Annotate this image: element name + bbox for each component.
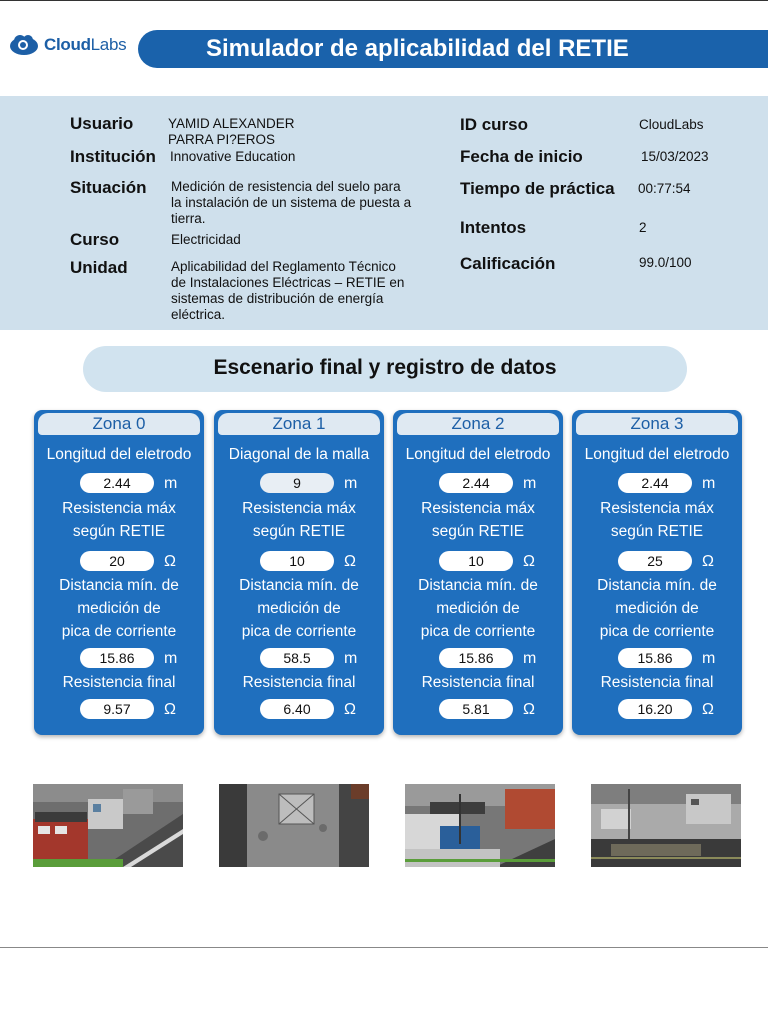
- fecha-inicio-value: 15/03/2023: [641, 149, 709, 164]
- zone-unit-length: m: [702, 475, 716, 492]
- page-title: Simulador de aplicabilidad del RETIE: [206, 35, 629, 62]
- unidad-value-line4: eléctrica.: [171, 307, 226, 322]
- zone-title: Zona 1: [218, 413, 380, 435]
- zone-title: Zona 3: [576, 413, 738, 435]
- situacion-label: Situación: [70, 178, 147, 197]
- zone-label-maxres-2: según RETIE: [252, 523, 346, 540]
- intentos-label: Intentos: [460, 218, 527, 237]
- institucion-value: Innovative Education: [170, 149, 296, 164]
- zone-2-scene-image: [405, 784, 555, 867]
- zone-label-maxres-2: según RETIE: [610, 523, 704, 540]
- zone-0-scene-image: [33, 784, 183, 867]
- zone-unit-final: Ω: [164, 701, 176, 718]
- zone-unit-dist: m: [523, 650, 537, 667]
- zone-label-dist-1: Distancia mín. de: [418, 577, 538, 594]
- zone-label-maxres-1: Resistencia máx: [62, 500, 176, 517]
- zone-unit-maxres: Ω: [523, 553, 535, 570]
- zone-value-final: 5.81: [439, 699, 513, 719]
- zone-label-dist-3: pica de corriente: [241, 623, 357, 640]
- zone-unit-final: Ω: [344, 701, 356, 718]
- zone-1-scene-image: [219, 784, 369, 867]
- zone-unit-final: Ω: [702, 701, 714, 718]
- zone-label-dist-2: medición de: [257, 600, 341, 617]
- section-title: Escenario final y registro de datos: [213, 356, 557, 379]
- zone-value-final: 9.57: [80, 699, 154, 719]
- zone-title: Zona 0: [38, 413, 200, 435]
- zone-label-maxres-1: Resistencia máx: [600, 500, 714, 517]
- zone-unit-final: Ω: [523, 701, 535, 718]
- section-header: [83, 346, 687, 392]
- zone-label-dist-3: pica de corriente: [61, 623, 177, 640]
- zone-label-length: Diagonal de la malla: [228, 446, 370, 463]
- zone-value-maxres: 10: [260, 551, 334, 571]
- zone-label-final: Resistencia final: [242, 674, 356, 691]
- zone-unit-length: m: [523, 475, 537, 492]
- zone-value-final: 16.20: [618, 699, 692, 719]
- curso-value: Electricidad: [171, 232, 241, 247]
- zone-label-final: Resistencia final: [421, 674, 535, 691]
- zone-label-dist-1: Distancia mín. de: [239, 577, 359, 594]
- zone-label-length: Longitud del eletrodo: [405, 446, 551, 463]
- curso-label: Curso: [70, 230, 120, 249]
- zone-label-maxres-1: Resistencia máx: [421, 500, 535, 517]
- usuario-value-line2: PARRA PI?EROS: [168, 132, 276, 147]
- zone-card-2: [393, 410, 563, 735]
- zone-value-length: 9: [260, 473, 334, 493]
- footer-divider: [0, 947, 768, 948]
- intentos-value: 2: [639, 220, 647, 235]
- zone-label-dist-2: medición de: [77, 600, 161, 617]
- zone-unit-maxres: Ω: [164, 553, 176, 570]
- situacion-value-line1: Medición de resistencia del suelo para: [171, 179, 401, 194]
- zone-unit-dist: m: [344, 650, 358, 667]
- course-info-panel: [0, 96, 768, 330]
- zone-value-maxres: 25: [618, 551, 692, 571]
- logo-text-light: Labs: [90, 35, 127, 54]
- zone-3-scene-image: [591, 784, 741, 867]
- zone-value-dist: 15.86: [80, 648, 154, 668]
- unidad-value-line1: Aplicabilidad del Reglamento Técnico: [171, 259, 396, 274]
- zone-label-maxres-2: según RETIE: [431, 523, 525, 540]
- zone-unit-dist: m: [702, 650, 716, 667]
- zone-label-dist-1: Distancia mín. de: [597, 577, 717, 594]
- unidad-value-line2: de Instalaciones Eléctricas – RETIE en: [171, 275, 405, 290]
- zone-unit-maxres: Ω: [344, 553, 356, 570]
- zone-card-1: [214, 410, 384, 735]
- unidad-label: Unidad: [70, 258, 128, 277]
- zone-value-maxres: 10: [439, 551, 513, 571]
- zone-label-maxres-2: según RETIE: [72, 523, 166, 540]
- zone-unit-length: m: [164, 475, 178, 492]
- id-curso-value: CloudLabs: [639, 117, 704, 132]
- zone-label-maxres-1: Resistencia máx: [242, 500, 356, 517]
- situacion-value-line3: tierra.: [171, 211, 206, 226]
- usuario-value-line1: YAMID ALEXANDER: [168, 116, 295, 131]
- zone-value-dist: 58.5: [260, 648, 334, 668]
- usuario-label: Usuario: [70, 114, 134, 133]
- situacion-value-line2: la instalación de un sistema de puesta a: [171, 195, 412, 210]
- cloudlabs-logo: [8, 32, 130, 60]
- zone-unit-maxres: Ω: [702, 553, 714, 570]
- cloud-icon: [8, 32, 40, 58]
- zone-value-length: 2.44: [80, 473, 154, 493]
- unidad-value-line3: sistemas de distribución de energía: [171, 291, 384, 306]
- fecha-inicio-label: Fecha de inicio: [460, 147, 583, 166]
- zone-card-0: [34, 410, 204, 735]
- calificacion-label: Calificación: [460, 254, 556, 273]
- zone-label-dist-3: pica de corriente: [599, 623, 715, 640]
- zone-label-length: Longitud del eletrodo: [584, 446, 730, 463]
- zone-label-dist-1: Distancia mín. de: [59, 577, 179, 594]
- tiempo-practica-label: Tiempo de práctica: [460, 179, 615, 198]
- zone-label-dist-3: pica de corriente: [420, 623, 536, 640]
- zone-label-length: Longitud del eletrodo: [46, 446, 192, 463]
- zone-value-length: 2.44: [439, 473, 513, 493]
- title-bar: [138, 30, 768, 68]
- zone-card-3: [572, 410, 742, 735]
- logo-text-bold: Cloud: [44, 35, 91, 54]
- id-curso-label: ID curso: [460, 115, 529, 134]
- zone-unit-dist: m: [164, 650, 178, 667]
- calificacion-value: 99.0/100: [639, 255, 692, 270]
- top-border: [0, 0, 768, 1]
- tiempo-practica-value: 00:77:54: [638, 181, 691, 196]
- zone-label-dist-2: medición de: [615, 600, 699, 617]
- zone-unit-length: m: [344, 475, 358, 492]
- zone-label-final: Resistencia final: [600, 674, 714, 691]
- zone-label-final: Resistencia final: [62, 674, 176, 691]
- zone-label-dist-2: medición de: [436, 600, 520, 617]
- zone-value-maxres: 20: [80, 551, 154, 571]
- zone-value-final: 6.40: [260, 699, 334, 719]
- zone-value-length: 2.44: [618, 473, 692, 493]
- zone-title: Zona 2: [397, 413, 559, 435]
- zone-value-dist: 15.86: [439, 648, 513, 668]
- zone-value-dist: 15.86: [618, 648, 692, 668]
- institucion-label: Institución: [70, 147, 156, 166]
